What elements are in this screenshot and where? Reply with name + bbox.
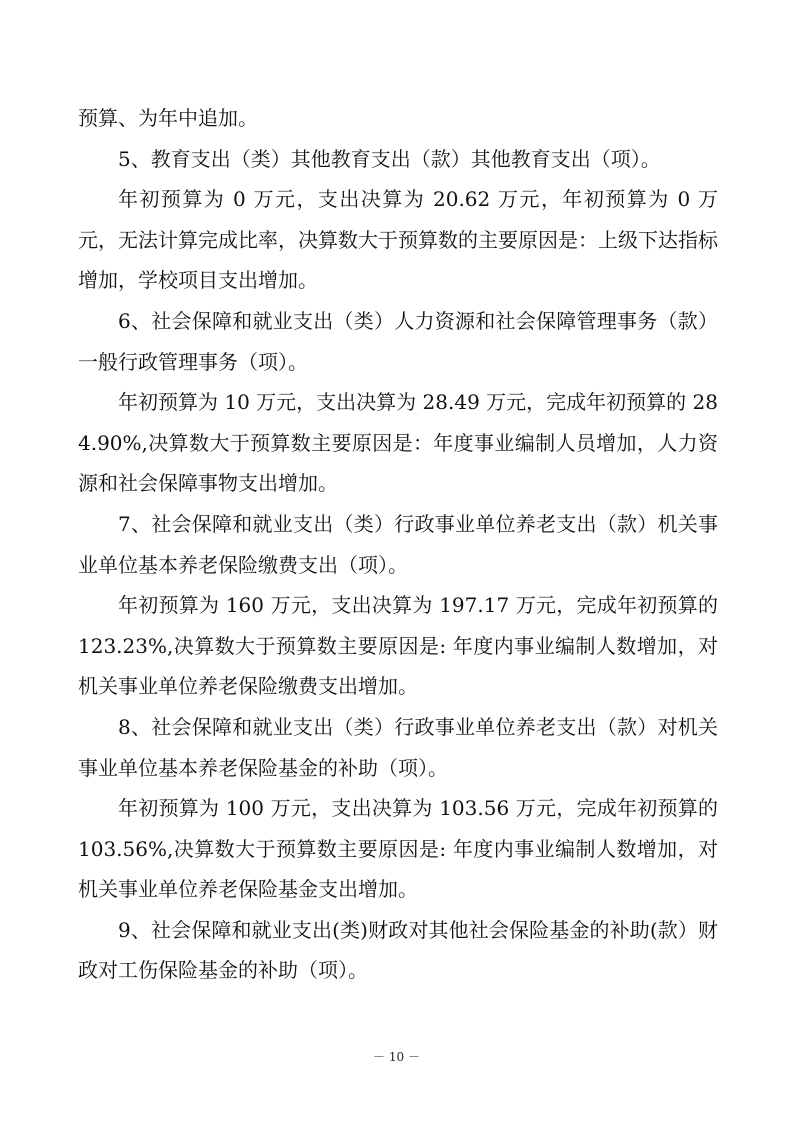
paragraph-continuation: 预算、为年中追加。 xyxy=(78,106,258,130)
document-body xyxy=(78,98,718,991)
paragraph-heading-9: 9、社会保障和就业支出(类)财政对其他社会保险基金的补助(款）财政对工伤保险基金的补助（项）。 xyxy=(78,917,718,983)
paragraph-body-6: 年初预算为 10 万元，支出决算为 28.49 万元，完成年初预算的 284.90%,决算数大于预算数主要原因是：年度事业编制人员增加，人力资源和社会保障事物支出增加。 xyxy=(78,390,718,496)
paragraph-heading-5: 5、教育支出（类）其他教育支出（款）其他教育支出（项）。 xyxy=(118,146,661,171)
page-number: － 10 － xyxy=(373,1050,420,1064)
paragraph-body-7: 年初预算为 160 万元，支出决算为 197.17 万元，完成年初预算的 123.23%,决算数大于预算数主要原因是: 年度内事业编制人数增加，对机关事业单位养老保险缴费支出增加。 xyxy=(78,593,718,699)
paragraph-heading-6: 6、社会保障和就业支出（类）人力资源和社会保障管理事务（款）一般行政管理事务（项）。 xyxy=(78,308,718,374)
paragraph-body-8: 年初预算为 100 万元，支出决算为 103.56 万元，完成年初预算的 103.56%,决算数大于预算数主要原因是: 年度内事业编制人数增加，对机关事业单位养老保险基金支出增加。 xyxy=(78,796,718,902)
paragraph-body-5: 年初预算为 0 万元，支出决算为 20.62 万元，年初预算为 0 万元，无法计算完成比率，决算数大于预算数的主要原因是：上级下达指标增加，学校项目支出增加。 xyxy=(78,187,718,293)
paragraph-heading-8: 8、社会保障和就业支出（类）行政事业单位养老支出（款）对机关事业单位基本养老保险基金的补助（项）。 xyxy=(78,714,718,780)
paragraph-heading-7: 7、社会保障和就业支出（类）行政事业单位养老支出（款）机关事业单位基本养老保险缴费支出（项）。 xyxy=(78,511,718,577)
